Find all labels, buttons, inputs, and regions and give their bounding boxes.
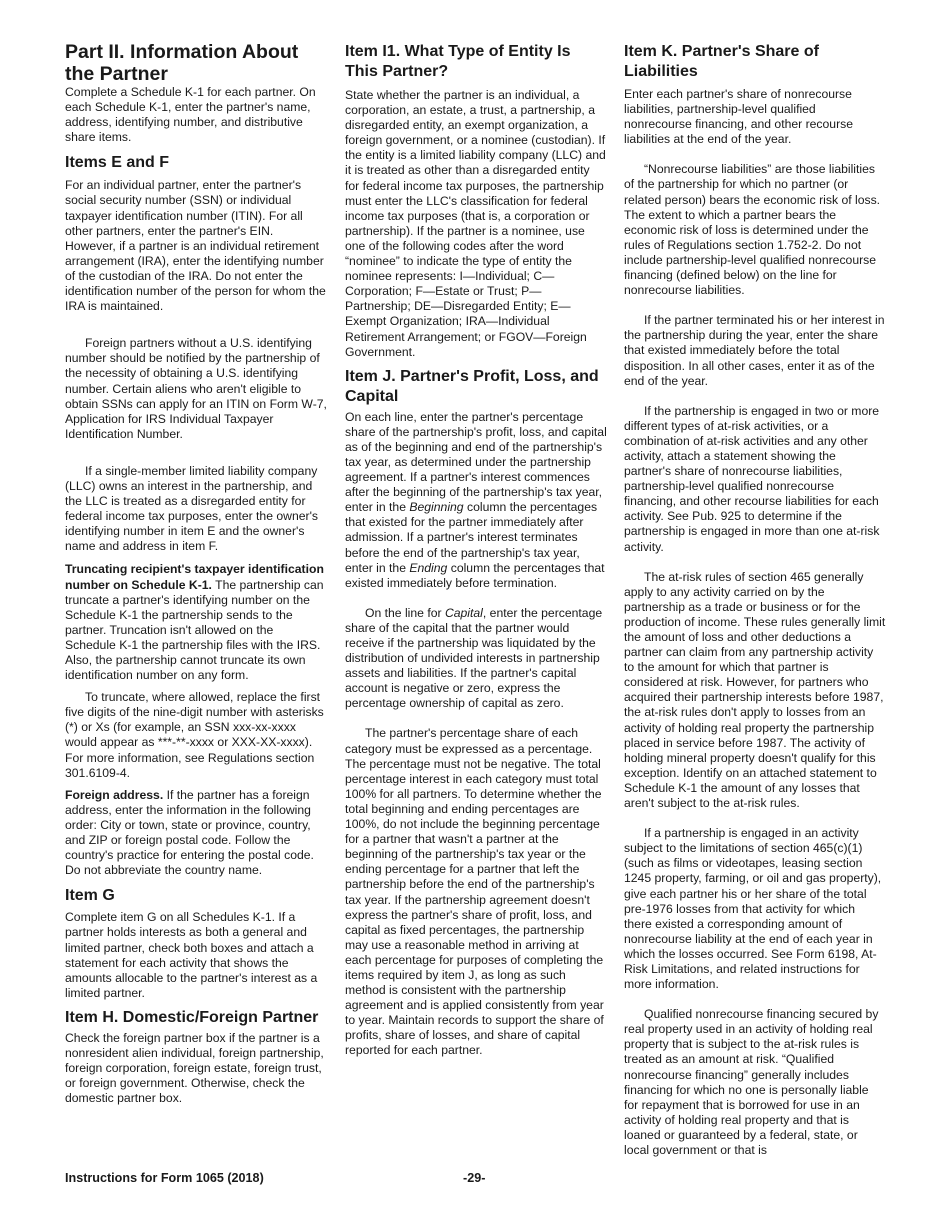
item-i1-text: State whether the partner is an individual, a corporation, an estate, a trust, a partnership, a disregarded entity, an exempt organization, a foreign government, or a nominee (custodian). If the entity is a limited liability company (LLC) and it is treated as other than a disregarded entity for federal income tax purposes, the partnership must enter the LLC's classification for federal income tax purposes (that is, a corporation or partnership). If the partner is a nominee, use one of the following codes after the word “nominee” to indicate the type of entity the nominee represents: I—Individual; C—Corporation; F—Estate or Trust; P—Partnership; DE—Disregarded Entity; E—Exempt Organization; IRA—Individual Retirement Arrangement; or FGOV—Foreign Government.	[345, 88, 606, 359]
footer-page-number: -29-	[463, 1171, 486, 1185]
part-intro: Complete a Schedule K-1 for each partner. On each Schedule K-1, enter the partner's name, address, identifying number, and distributive share items.	[65, 85, 316, 145]
item-j-p1-part-c: column the percentages that existed immediately before termination.	[345, 560, 605, 590]
heading-items-ef: Items E and F	[65, 154, 170, 172]
truncating-paragraph-2: To truncate, where allowed, replace the first five digits of the nine-digit number with asterisks (*) or Xs (for example, an SSN xxx-xx-xxxx would appear as ***-**-xxxx or XXX-XX-xxxx). For more information, see Regulations section 301.6109-4.	[65, 690, 324, 780]
truncating-paragraph	[65, 562, 327, 683]
heading-item-g: Item G	[65, 887, 115, 905]
column-right	[624, 40, 886, 1158]
truncating-runin-heading: Truncating recipient's taxpayer identification number on Schedule K-1.	[65, 562, 324, 592]
heading-item-k: Item K. Partner's Share of Liabilities	[624, 43, 819, 80]
item-h-text: Check the foreign partner box if the partner is a nonresident alien individual, foreign partnership, foreign corporation, foreign estate, foreign trust, or foreign government. Otherwise, check the domestic partner box.	[65, 1030, 324, 1106]
items-ef-paragraph-1: For an individual partner, enter the partner's social security number (SSN) or individual taxpayer identification number (ITIN). For all other partners, enter the partner's EIN. However, if a partner is an individual retirement arrangement (IRA), enter the identifying number of the custodian of the IRA. Do not enter the identification number of the person for whom the IRA is maintained.	[65, 178, 326, 314]
items-ef-paragraph-3: If a single-member limited liability company (LLC) owns an interest in the partnership, and the LLC is treated as a disregarded entity for federal income tax purposes, enter the owner's identifying number in item E and the owner's name and address in item F.	[65, 463, 318, 554]
item-k-paragraph-7: Qualified nonrecourse financing secured by real property used in an activity of holding real property that is subject to the at-risk rules is treated as an amount at risk. “Qualified nonrecourse financing” generally includes financing for which no one is personally liable for repayment that is borrowed for use in an activity of holding real property and that is loaned or guaranteed by a federal, state, or local government or that is	[624, 1007, 879, 1157]
foreign-address-text: If the partner has a foreign address, enter the information in the following order: City or town, state or province, country, and ZIP or foreign postal code. Follow the country's practice for entering the postal code. Do not abbreviate the country name.	[65, 787, 314, 878]
item-k-paragraph-1: Enter each partner's share of nonrecourse liabilities, partnership-level qualified nonrecourse financing, and other recourse liabilities at the end of the year.	[624, 87, 853, 147]
item-k-paragraph-6: If a partnership is engaged in an activity subject to the limitations of section 465(c)(1) (such as films or videotapes, leasing section 1245 property, farming, or oil and gas property), give each partner his or her share of the total pre-1976 losses from that activity for which there existed a corresponding amount of nonrecourse liability at the end of each year in which the losses occurred. See Form 6198, At-Risk Limitations, and related instructions for more information.	[624, 826, 882, 992]
heading-item-h: Item H. Domestic/Foreign Partner	[65, 1008, 319, 1026]
item-k-paragraph-4: If the partnership is engaged in two or more different types of at-risk activities, or a combination of at-risk activities and any other activity, attach a statement showing the partner's share of nonrecourse liabilities, partnership-level qualified nonrecourse financing, and other recourse liabilities for each activity. See Pub. 925 to determine if the partnership is engaged in more than one at-risk activity.	[624, 403, 880, 554]
item-j-p1-part-a: On each line, enter the partner's percentage share of the partnership's profit, loss, and capital as of the beginning and end of the partnership's tax year, as determined under the partnership agreement. If a partner's interest commences after the beginning of the partnership's tax year, enter in the	[345, 409, 607, 515]
truncating-text: The partnership can truncate a partner's identifying number on the Schedule K-1 the partnership sends to the partner. Truncation isn't allowed on the Schedule K-1 the partnership files with the IRS. Also, the partnership cannot truncate its own identification number on any form.	[65, 577, 324, 683]
item-j-beginning-column: Beginning	[409, 500, 464, 515]
column-left	[65, 40, 327, 1106]
heading-item-i1: Item I1. What Type of Entity Is This Partner?	[345, 43, 571, 80]
footer-form-title: Instructions for Form 1065 (2018)	[65, 1171, 264, 1185]
item-j-capital-line: Capital	[444, 605, 483, 620]
foreign-address-paragraph	[65, 788, 327, 879]
item-k-paragraph-2: “Nonrecourse liabilities” are those liabilities of the partnership for which no partner (or related person) bears the economic risk of loss. The extent to which a partner bears the economic risk of loss is determined under the rules of Regulations section 1.752-2. Do not include partnership-level qualified nonrecourse financing (defined below) on the line for nonrecourse liabilities.	[624, 162, 881, 298]
item-j-paragraph-1	[345, 410, 607, 591]
item-j-paragraph-2	[345, 606, 607, 712]
item-j-ending-column: Ending	[409, 560, 448, 575]
item-j-p2-part-b: , enter the percentage share of the capital that the partner would receive if the partnership was liquidated by the distribution of undivided interests in partnership assets and liabilities. If the partner's capital account is negative or zero, express the percentage ownership of capital as zero.	[345, 605, 603, 711]
item-g-text: Complete item G on all Schedules K-1. If a partner holds interests as both a general and limited partner, check both boxes and attach a statement for each activity that shows the amounts allocable to the partner's interest as a limited partner.	[65, 910, 318, 1000]
items-ef-paragraph-2: Foreign partners without a U.S. identifying number should be notified by the partnership of the necessity of obtaining a U.S. identifying number. Certain aliens who aren't eligible to obtain SSNs can apply for an ITIN on Form W-7, Application for IRS Individual Taxpayer Identification Number.	[65, 336, 327, 441]
foreign-address-runin-heading: Foreign address.	[65, 787, 164, 802]
part-title: Part II. Information About the Partner	[65, 41, 299, 85]
heading-item-j: Item J. Partner's Profit, Loss, and Capital	[345, 367, 599, 405]
column-middle	[345, 40, 607, 1059]
item-j-p1-part-b: column the percentages that existed for the partner immediately after admission. If a partner's interest terminates before the end of the partnership's tax year, enter in the	[345, 500, 598, 575]
item-j-p2-part-a: On the line for	[365, 605, 442, 620]
item-k-paragraph-5: The at-risk rules of section 465 generally apply to any activity carried on by the partnership as a trade or business or for the production of income. These rules generally limit the amount of loss and other deductions a partner can claim from any partnership activity to the amount for which that partner is considered at risk. However, for partners who acquired their partnership interests before 1987, the at-risk rules don't apply to losses from an activity of holding real property the partnership placed in service before 1987. The activity of holding mineral property doesn't qualify for this exception. Identify on an attached statement to Schedule K-1 the amount of any losses that aren't subject to the at-risk rules.	[624, 569, 886, 811]
item-j-paragraph-3: The partner's percentage share of each category must be expressed as a percentage. The percentage must not be negative. The total percentage interest in each category must total 100% for all partners. To determine whether the total beginning and ending percentages are 100%, do not include the beginning percentage for a partner that wasn't a partner at the beginning of the partnership's tax year or the ending percentage for a partner that left the partnership before the end of the partnership's tax year. If the partnership agreement doesn't express the partner's share of profit, loss, and capital as fixed percentages, the partnership may use a reasonable method in arriving at each percentage for purposes of completing the items required by item J, as long as such method is consistent with the partnership agreement and is applied consistently from year to year. Maintain records to support the share of profits, share of losses, and share of capital reported for each partner.	[345, 726, 604, 1058]
item-k-paragraph-3: If the partner terminated his or her interest in the partnership during the year, enter the share that existed immediately before the total disposition. In all other cases, enter it as of the end of the year.	[624, 313, 885, 388]
